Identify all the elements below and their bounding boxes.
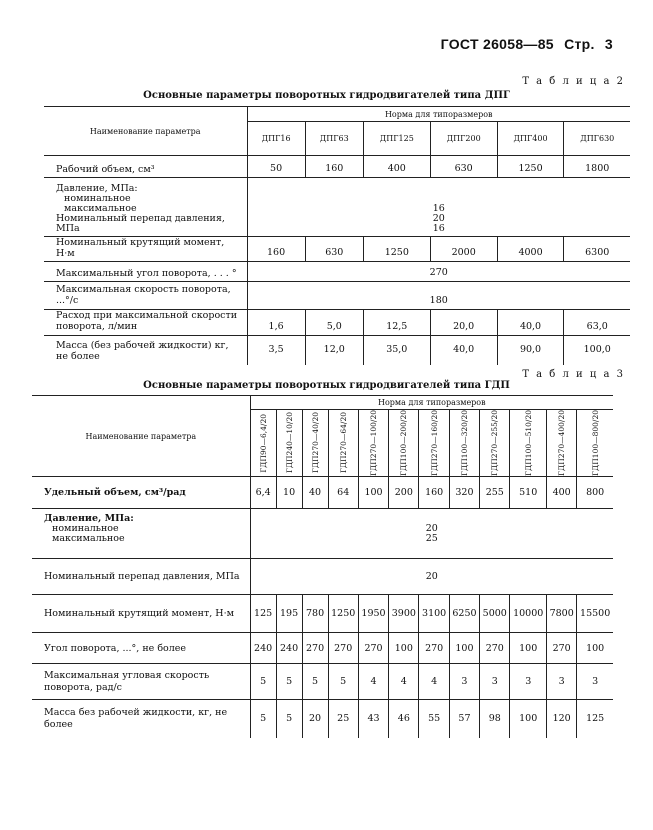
row-label: Удельный объем, см³/рад: [32, 477, 250, 509]
cell-value: 800: [577, 477, 613, 509]
table2-size-header: ДПГ16: [247, 122, 305, 156]
table-row: [32, 477, 613, 509]
cell-value: 160: [305, 156, 363, 178]
table2-size-header: ДПГ400: [497, 122, 564, 156]
cell-value: 4: [389, 664, 419, 700]
cell-value: 270: [419, 633, 449, 664]
cell-value: 40,0: [497, 309, 564, 335]
pressure-max-value: 20: [432, 212, 445, 224]
cell-value: 5: [250, 700, 276, 738]
table-row: [32, 664, 613, 700]
cell-value: 1,6: [247, 309, 305, 335]
pressure-label: Давление, МПа:: [56, 183, 138, 194]
cell-value: 180: [247, 281, 630, 309]
cell-value: 4000: [497, 236, 564, 261]
cell-value: 240: [250, 633, 276, 664]
cell-value: 3: [547, 664, 577, 700]
table2: [44, 106, 630, 365]
table3: [32, 395, 613, 738]
cell-value: 20: [250, 559, 613, 595]
cell-value: 400: [547, 477, 577, 509]
cell-value: 4: [419, 664, 449, 700]
row-label: Номинальный крутящий момент, Н·м: [32, 595, 250, 633]
cell-value: 90,0: [497, 335, 564, 365]
cell-value: 160: [419, 477, 449, 509]
table2-param-header: Наименование параметра: [44, 107, 247, 156]
cell-value: 630: [305, 236, 363, 261]
table3-param-header: Наименование параметра: [32, 396, 250, 477]
row-label: Номинальный крутящий момент, Н·м: [44, 236, 247, 261]
table2-size-header: ДПГ200: [430, 122, 497, 156]
pressure-nominal-label: номинальное: [52, 522, 119, 534]
table-row: [44, 335, 630, 365]
cell-value: 40,0: [430, 335, 497, 365]
table-row: [44, 261, 630, 281]
cell-value: 125: [250, 595, 276, 633]
cell-value: 4: [358, 664, 388, 700]
cell-value: 5: [276, 700, 302, 738]
cell-value: 1250: [363, 236, 430, 261]
table-row: [32, 559, 613, 595]
table3-size-header: ГДП270—100/20: [358, 410, 388, 477]
pressure-max-label: максимальное: [64, 202, 137, 214]
cell-value: 10: [276, 477, 302, 509]
table3-number: Т а б л и ц а 3: [522, 369, 625, 380]
cell-value: 100: [510, 633, 547, 664]
cell-value: 780: [302, 595, 328, 633]
table-row: [32, 595, 613, 633]
table3-size-header: ГДП240—10/20: [276, 410, 302, 477]
cell-value: 5000: [480, 595, 510, 633]
cell-value: 400: [363, 156, 430, 178]
cell-value: 98: [480, 700, 510, 738]
page-number: 3: [604, 36, 613, 52]
table3-size-header: ГДП100—510/20: [510, 410, 547, 477]
table2-number: Т а б л и ц а 2: [522, 76, 625, 87]
cell-value: 3: [510, 664, 547, 700]
row-label: [32, 509, 250, 559]
row-label: Рабочий объем, см³: [44, 156, 247, 178]
cell-value: 1250: [328, 595, 358, 633]
row-label: Угол поворота, ...°, не более: [32, 633, 250, 664]
row-label: Номинальный перепад давления, МПа: [32, 559, 250, 595]
cell-value: 46: [389, 700, 419, 738]
cell-value: 50: [247, 156, 305, 178]
cell-value: 5: [328, 664, 358, 700]
pressure-values: [250, 509, 613, 559]
cell-value: 10000: [510, 595, 547, 633]
cell-value: 100: [358, 477, 388, 509]
cell-value: 1800: [564, 156, 630, 178]
cell-value: 3: [480, 664, 510, 700]
page-label: Стр.: [564, 36, 595, 52]
cell-value: 195: [276, 595, 302, 633]
cell-value: 255: [480, 477, 510, 509]
table2-title: Основные параметры поворотных гидродвигателей типа ДПГ: [143, 90, 510, 101]
cell-value: 6300: [564, 236, 630, 261]
cell-value: 270: [328, 633, 358, 664]
cell-value: 100: [510, 700, 547, 738]
cell-value: 6,4: [250, 477, 276, 509]
cell-value: 25: [328, 700, 358, 738]
cell-value: 63,0: [564, 309, 630, 335]
cell-value: 100: [389, 633, 419, 664]
table3-norm-header: Норма для типоразмеров: [250, 396, 613, 410]
pressure-max-label: максимальное: [52, 532, 125, 544]
cell-value: 35,0: [363, 335, 430, 365]
row-label: [44, 178, 247, 237]
table-row: [44, 178, 630, 237]
pressure-max-value: 25: [425, 532, 438, 544]
pressure-nominal-value: 16: [432, 202, 445, 214]
table-row: [44, 156, 630, 178]
row-label: Максимальная скорость поворота, ...°/с: [44, 281, 247, 309]
pressure-values: [247, 178, 630, 237]
cell-value: 125: [586, 713, 605, 725]
cell-value: 5: [250, 664, 276, 700]
table-row: [44, 236, 630, 261]
cell-value: 55: [419, 700, 449, 738]
cell-value: 100: [449, 633, 479, 664]
cell-value: 12,5: [363, 309, 430, 335]
cell-value: 240: [276, 633, 302, 664]
table3-size-header: ГДП90—6,4/20: [250, 410, 276, 477]
cell-value: 12,0: [305, 335, 363, 365]
pressure-drop-value: 16: [432, 222, 445, 234]
table3-size-header: ГДП270—400/20: [547, 410, 577, 477]
table2-norm-header: Норма для типоразмеров: [247, 107, 630, 122]
cell-value: 1950: [358, 595, 388, 633]
table2-size-header: ДПГ630: [564, 122, 630, 156]
cell-value: 270: [358, 633, 388, 664]
table2-size-header: ДПГ63: [305, 122, 363, 156]
pressure-nominal-value: 20: [425, 522, 438, 534]
cell-value: 200: [389, 477, 419, 509]
table-row: [32, 700, 613, 738]
pressure-drop-label: Номинальный перепад давления, МПа: [56, 212, 225, 234]
cell-value: 40: [302, 477, 328, 509]
cell-value: 3900: [389, 595, 419, 633]
row-label: Максимальная угловая скорость поворота, рад/с: [32, 664, 250, 700]
table2-size-header: ДПГ125: [363, 122, 430, 156]
cell-value: 5: [276, 664, 302, 700]
cell-value: 20,0: [430, 309, 497, 335]
cell-value: 270: [480, 633, 510, 664]
cell-value: 160: [247, 236, 305, 261]
cell-value: 1250: [497, 156, 564, 178]
table-row: [32, 509, 613, 559]
cell-value: 510: [510, 477, 547, 509]
pressure-nominal-label: номинальное: [64, 192, 131, 204]
row-label: Максимальный угол поворота, . . . °: [44, 261, 247, 281]
cell-value: 15500: [577, 595, 613, 633]
cell-value: 3: [577, 664, 613, 700]
cell-value: 3,5: [247, 335, 305, 365]
cell-value: 270: [302, 633, 328, 664]
cell-value: 7800: [547, 595, 577, 633]
cell-value: 630: [430, 156, 497, 178]
cell-value: 5: [302, 664, 328, 700]
table3-size-header: ГДП270—40/20: [302, 410, 328, 477]
cell-value: 20: [302, 700, 328, 738]
cell-value: 57: [449, 700, 479, 738]
cell-value: 6250: [449, 595, 479, 633]
cell-value: 320: [449, 477, 479, 509]
cell-value: 270: [547, 633, 577, 664]
page-header: [435, 36, 613, 52]
cell-value: 2000: [430, 236, 497, 261]
cell-value: 120: [547, 700, 577, 738]
table-row: [32, 633, 613, 664]
table3-title: Основные параметры поворотных гидродвигателей типа ГДП: [143, 380, 510, 391]
table3-size-header: ГДП270—64/20: [328, 410, 358, 477]
table3-size-header: ГДП100—800/20: [577, 410, 613, 477]
cell-value: 3: [449, 664, 479, 700]
table3-size-header: ГДП100—200/20: [389, 410, 419, 477]
row-label: Масса (без рабочей жидкости) кг, не более: [44, 335, 247, 365]
table3-size-header: ГДП270—255/20: [480, 410, 510, 477]
pressure-label: Давление, МПа:: [44, 513, 134, 524]
table3-size-header: ГДП100—320/20: [449, 410, 479, 477]
table3-size-header: ГДП270—160/20: [419, 410, 449, 477]
cell-value: 100: [577, 633, 613, 664]
cell-value: 43: [358, 700, 388, 738]
row-label: Масса без рабочей жидкости, кг, не более: [32, 700, 250, 738]
table-row: [44, 281, 630, 309]
cell-value: 64: [328, 477, 358, 509]
cell-value: 5,0: [305, 309, 363, 335]
cell-value: 100,0: [583, 343, 611, 355]
row-label: Расход при максимальной скорости поворота, л/мин: [44, 309, 247, 335]
table-row: [44, 309, 630, 335]
cell-value: 270: [247, 261, 630, 281]
standard-number: ГОСТ 26058—85: [440, 36, 554, 52]
cell-value: 3100: [419, 595, 449, 633]
